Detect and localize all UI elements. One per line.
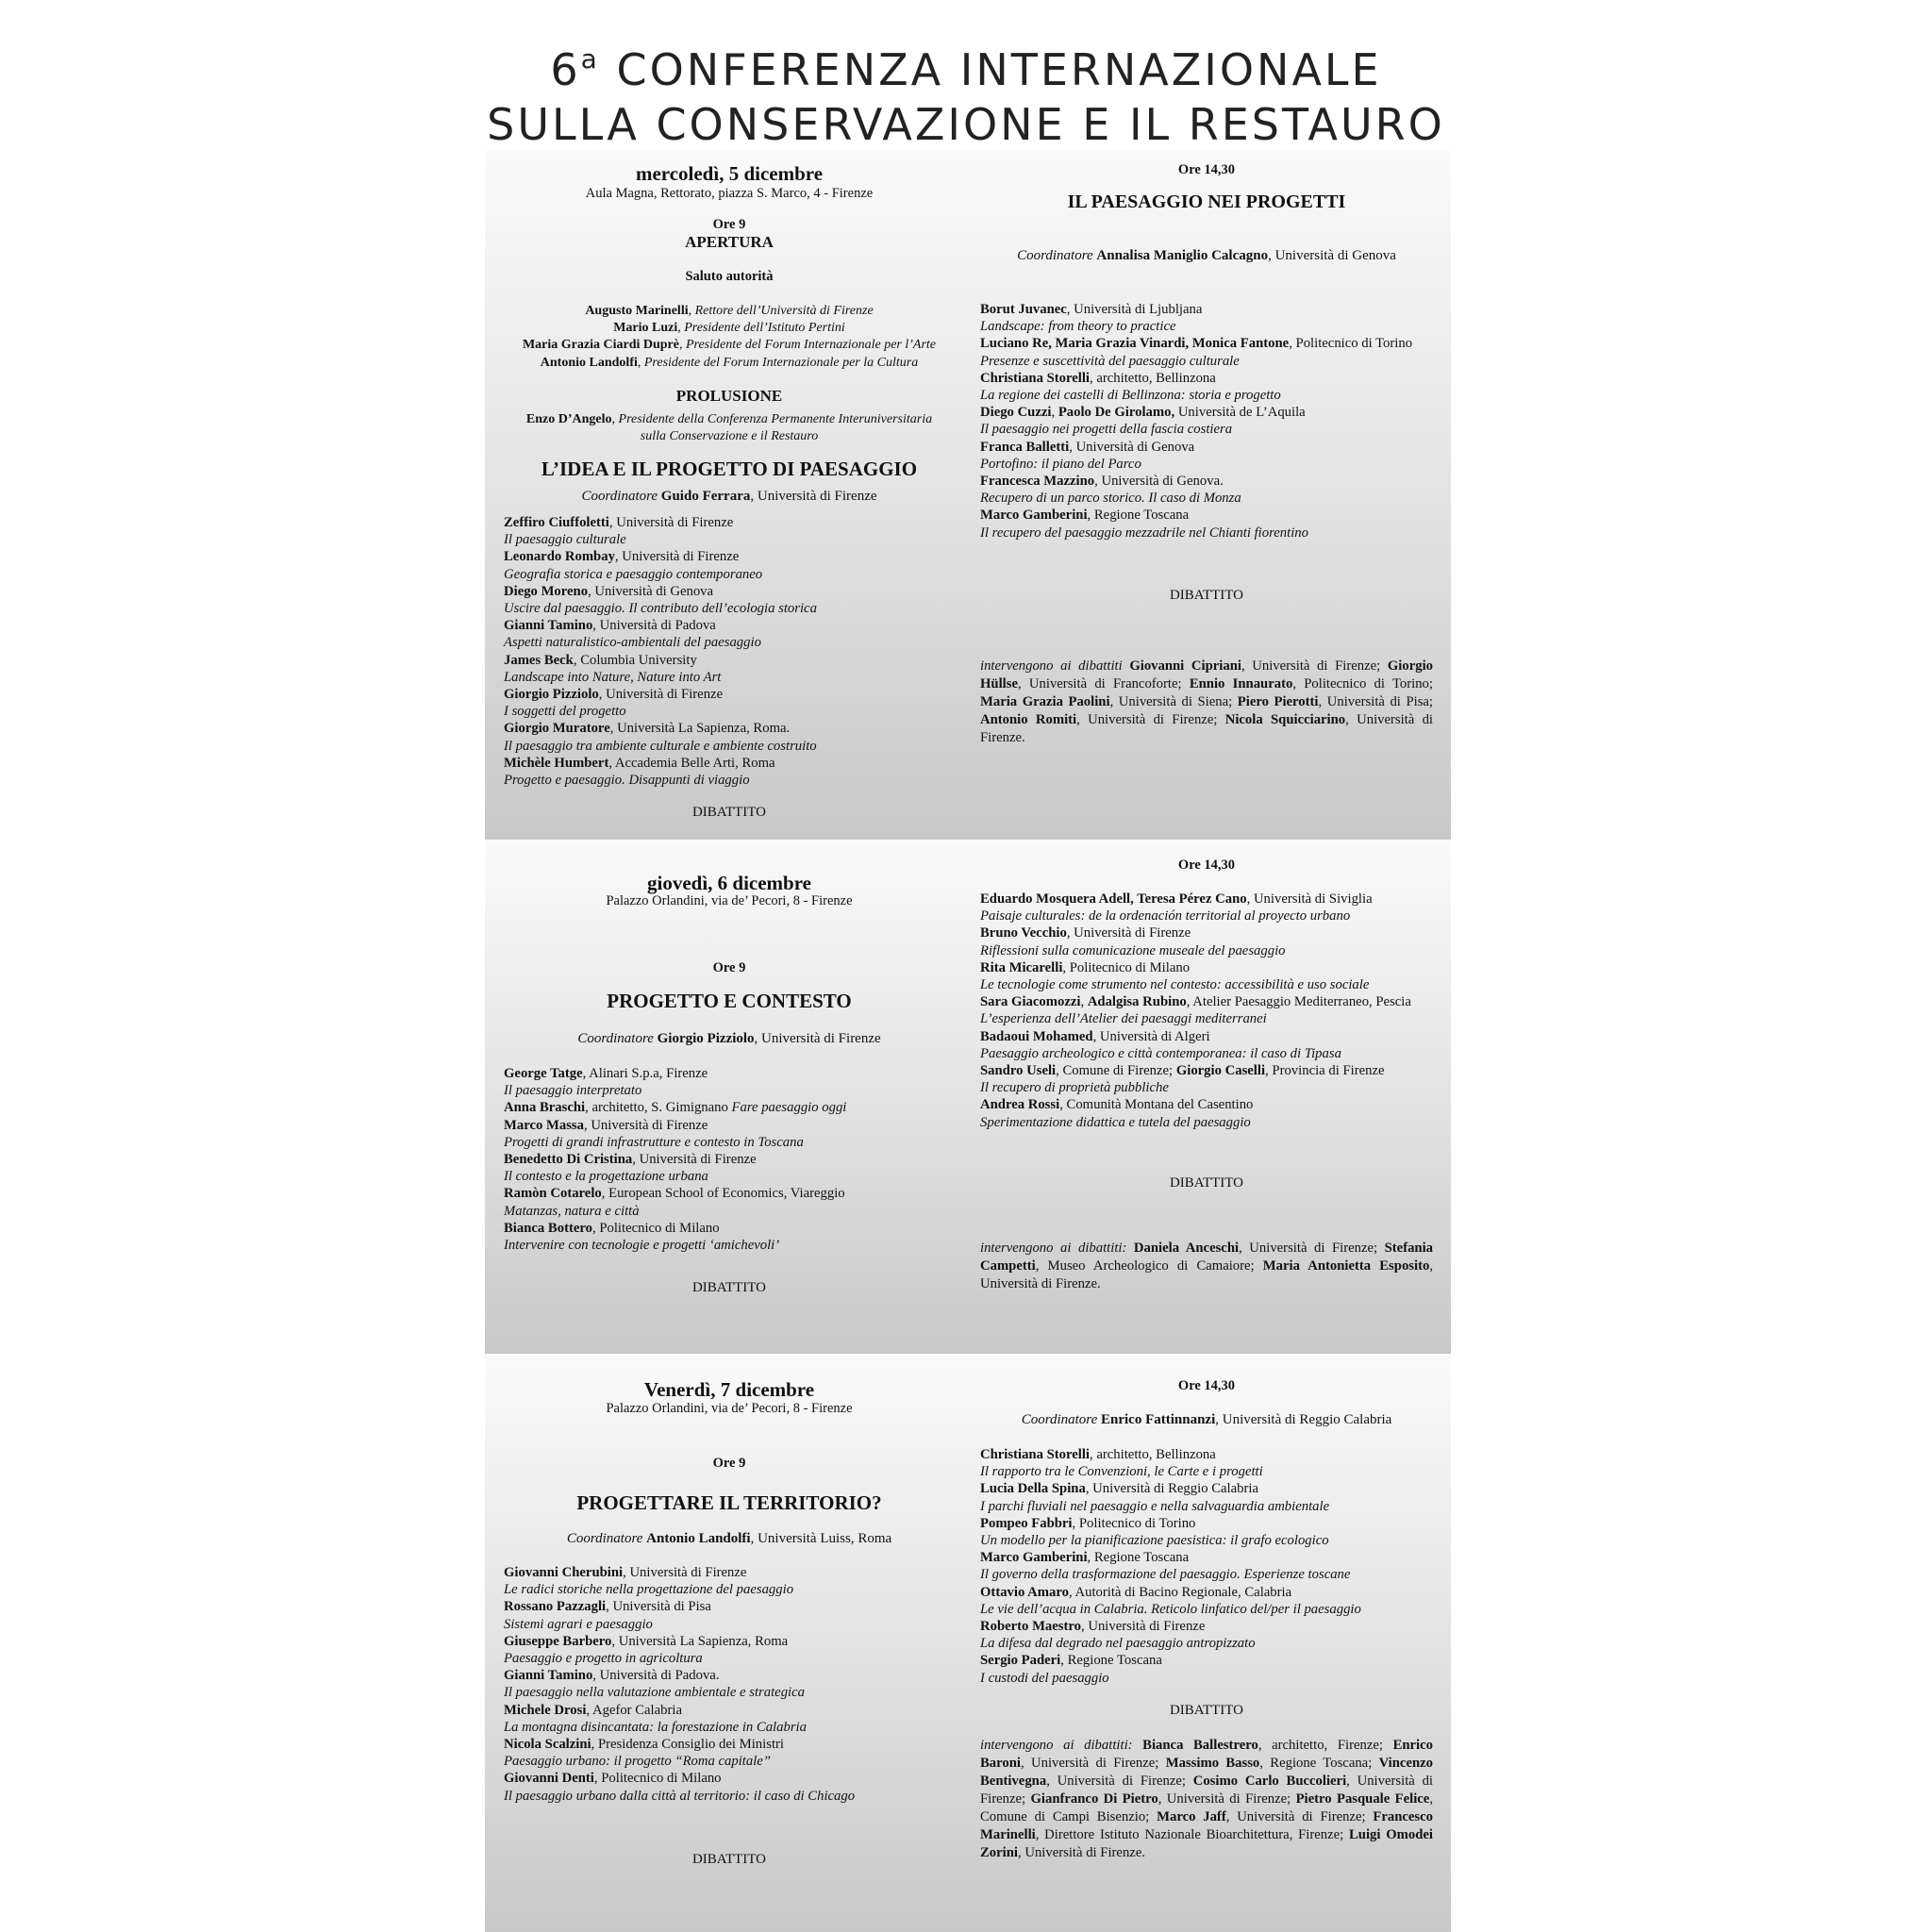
speaker-row [980,439,1433,456]
speaker-affiliation: , Comune di Firenze; [1056,1063,1176,1079]
talk-title: L’esperienza dell’Atelier dei paesaggi mediterranei [980,1011,1267,1027]
day3-band [485,1354,1451,1932]
talk-title: Il paesaggio tra ambiente culturale e ambiente costruito [504,738,817,754]
speaker-row [980,993,1433,1010]
speaker-row [504,720,955,737]
day1-coordinator: Coordinatore Guido Ferrara, Università di Firenze [581,489,877,504]
speaker-row [980,1062,1433,1079]
speaker-affiliation: , Agefor Calabria [586,1702,682,1718]
day1-pm-title: IL PAESAGGIO NEI PROGETTI [1067,192,1346,212]
speaker-row [980,473,1433,490]
day1-band [485,150,1451,840]
speaker-row [980,1515,1433,1532]
debate-participant: Gianfranco Di Pietro [1030,1791,1158,1807]
speaker-affiliation: , Università La Sapienza, Roma. [609,721,791,737]
speaker-affiliation: , Università La Sapienza, Roma [611,1633,789,1649]
speaker-name: Giovanni Cherubini [504,1565,624,1580]
speaker-row [504,1598,955,1615]
speaker-row [980,1028,1433,1045]
talk-title: Il recupero di proprietà pubbliche [980,1080,1169,1096]
debate-participant: Cosimo Carlo Buccolieri [1192,1774,1347,1789]
speaker-name: Giovanni Denti [504,1771,594,1787]
speaker-row [980,1652,1433,1669]
speaker-affiliation: , Politecnico di Torino [1289,336,1413,352]
speaker-row [504,1185,955,1202]
debate-affiliation: , Università di Firenze; [1076,712,1225,727]
speaker-affiliation: , Università di Firenze [1081,1619,1206,1635]
day1-dibattito: DIBATTITO [691,805,767,820]
talk-title: Uscire dal paesaggio. Il contributo dell’ecologia storica [504,601,817,617]
speaker-affiliation: , Università di Padova. [592,1668,720,1684]
authority-row [504,320,955,337]
speaker-affiliation: , [1080,994,1088,1010]
talk-title: Intervenire con tecnologie e progetti ‘amichevoli’ [504,1238,780,1254]
day3-speakers [504,1564,955,1805]
speaker-affiliation: , Presidenza Consiglio dei Ministri [591,1737,784,1753]
speaker-affiliation: , Università di Padova [592,618,716,634]
speaker-name: Michèle Humbert [504,755,609,771]
debate-participant: Giorgio Hüllse [980,658,1433,691]
speaker-affiliation: , Università di Pisa [606,1599,711,1615]
speaker-row [980,1618,1433,1635]
day3-dibattito: DIBATTITO [691,1852,767,1867]
speaker-name: Marco Massa [504,1117,584,1133]
speaker-name: Giuseppe Barbero [504,1633,612,1649]
speaker-name: Diego Cuzzi [980,405,1052,421]
speaker-row [504,617,955,634]
title-line-1: 6$^a$ CONFERENZA INTERNAZIONALE [550,43,1382,95]
authority-role: , Presidente del Forum Internazionale per la Cultura [637,355,919,370]
debate-affiliation: , Università di Firenze; [980,1774,1434,1807]
speaker-row [504,1065,955,1082]
talk-title: Il paesaggio nei progetti della fascia costiera [980,422,1233,438]
speaker-name: Marco Gamberini [980,1550,1088,1566]
debate-affiliation: , Comune di Campi Bisenzio; [980,1791,1434,1824]
debate-intro: intervengono ai dibattiti: [980,1241,1127,1256]
authority-name: Maria Grazia Ciardi Duprè [522,338,679,353]
day1-prolusione-text: Enzo D’Angelo, Presidente della Conferenza Permanente Interuniversitaria sulla Conservazione e il Restauro [525,412,933,444]
debate-affiliation: , Università di Siena; [1109,694,1238,709]
day1-apertura: APERTURA [685,233,774,251]
day1-saluto: Saluto autorità [685,269,774,284]
speaker-affiliation: , Regione Toscana [1060,1653,1162,1669]
speaker-row [980,404,1433,421]
speaker-name: Zeffiro Ciuffoletti [504,515,609,530]
speaker-name: Badaoui Mohamed [980,1028,1093,1044]
day3-coordinator: Coordinatore Antonio Landolfi, Università Luiss, Roma [566,1531,892,1546]
speaker-affiliation: , Università di Genova. [1094,474,1224,490]
speaker-row [980,1096,1433,1113]
speaker-name: Anna Braschi [504,1100,586,1116]
talk-title: Le tecnologie come strumento nel contesto: accessibilità e uso sociale [980,977,1370,993]
speaker-name: Giorgio Pizziolo [504,687,599,703]
talk-title: Un modello per la pianificazione paesistica: il grafo ecologico [980,1533,1329,1549]
debate-participant: Maria Grazia Paolini [980,694,1110,709]
speaker-affiliation: , European School of Economics, Viareggio [601,1186,845,1202]
speaker-name: Leonardo Rombay [504,549,615,565]
day2-debate [980,1240,1433,1293]
day1-speakers [504,514,955,789]
speaker-name: Ramòn Cotarelo [504,1186,602,1202]
debate-affiliation: , Regione Toscana; [1259,1756,1379,1771]
day3-afternoon-time: Ore 14,30 [1177,1378,1236,1393]
debate-participant: Giovanni Cipriani [1129,658,1241,674]
authority-row [504,355,955,372]
day1-session-title: L’IDEA E IL PROGETTO DI PAESAGGIO [541,458,918,480]
debate-participant: Enrico Baroni [980,1738,1433,1771]
speaker-name: Paolo De Girolamo, [1058,405,1175,421]
debate-participant: Antonio Romiti [980,712,1077,727]
speaker-name: Gianni Tamino [504,1668,593,1684]
speaker-affiliation: , Università di Ljubljana [1066,302,1203,317]
day3-morning-time: Ore 9 [712,1456,746,1471]
speaker-affiliation: , Università di Reggio Calabria [1085,1481,1258,1497]
debate-affiliation: , architetto, Firenze; [1257,1738,1393,1753]
speaker-name: Sara Giacomozzi [980,994,1081,1010]
debate-participant: Nicola Squicciarino [1224,712,1346,727]
talk-title: Il paesaggio interpretato [504,1083,642,1099]
debate-affiliation: , Università di Firenze; [1225,1809,1374,1824]
talk-title: Landscape into Nature, Nature into Art [504,669,722,685]
speaker-affiliation: , Accademia Belle Arti, Roma [608,755,775,771]
talk-title: La regione dei castelli di Bellinzona: storia e progetto [980,388,1281,404]
speaker-row [980,301,1433,318]
debate-affiliation: , Università di Francoforte; [1018,676,1190,691]
talk-title: Matanzas, natura e città [504,1203,640,1219]
speaker-name: Christiana Storelli [980,370,1091,386]
debate-affiliation: , Direttore Istituto Nazionale Bioarchitettura, Firenze; [1035,1827,1349,1842]
speaker-affiliation: , Politecnico di Milano [591,1220,720,1236]
speaker-row [504,548,955,565]
talk-title: Presenze e suscettività del paesaggio culturale [980,353,1240,369]
speaker-row [504,1151,955,1168]
debate-participant: Maria Antonietta Esposito [1262,1258,1430,1274]
speaker-name: Ottavio Amaro [980,1584,1069,1600]
speaker-name: Franca Balletti [980,439,1070,455]
debate-affiliation: , Museo Archeologico di Camaiore; [1035,1258,1263,1274]
debate-affiliation: , Università di Firenze; [1241,658,1388,674]
speaker-name: Borut Juvanec [980,302,1067,317]
speaker-affiliation: , Università di Genova [1069,439,1195,455]
debate-participant: Francesco Marinelli [980,1809,1433,1842]
talk-title: Il paesaggio culturale [504,532,626,548]
debate-participant: Luigi Omodei Zorini [980,1827,1433,1860]
speaker-row [504,755,955,772]
talk-title: La montagna disincantata: la forestazione in Calabria [504,1719,807,1735]
speaker-name: Nicola Scalzini [504,1737,591,1753]
speaker-affiliation: , [1051,405,1058,421]
speaker-row [980,924,1433,941]
speaker-affiliation: , Politecnico di Milano [1062,959,1191,975]
speaker-name: Gianni Tamino [504,618,593,634]
debate-participant: Bianca Ballestrero [1142,1738,1258,1753]
day3-debate [980,1737,1433,1862]
speaker-row [980,370,1433,387]
debate-participant: Pietro Pasquale Felice [1295,1791,1430,1807]
talk-title: Paesaggio e progetto in agricoltura [504,1651,703,1667]
talk-title: Le radici storiche nella progettazione del paesaggio [504,1582,794,1598]
debate-participant: Daniela Anceschi [1133,1241,1240,1256]
speaker-affiliation: , Politecnico di Torino [1072,1515,1196,1531]
day3-pm-dibattito: DIBATTITO [1169,1703,1244,1718]
talk-title: Il contesto e la progettazione urbana [504,1169,708,1185]
day2-afternoon-time: Ore 14,30 [1177,858,1236,873]
debate-participant: Piero Pierotti [1237,694,1319,709]
speaker-row [504,1770,955,1787]
day1-prolusione: PROLUSIONE [675,387,783,405]
talk-title: Il recupero del paesaggio mezzadrile nel Chianti fiorentino [980,525,1308,541]
speaker-name: Marco Gamberini [980,508,1088,524]
day2-speakers [504,1065,955,1254]
debate-affiliation: , Università di Firenze; [1021,1756,1166,1771]
speaker-affiliation: , architetto, Bellinzona [1090,370,1216,386]
speaker-affiliation: , Comunità Montana del Casentino [1059,1097,1254,1113]
day2-dibattito: DIBATTITO [691,1280,767,1295]
speaker-row [980,1446,1433,1463]
speaker-name: Giorgio Caselli [1175,1063,1266,1079]
talk-title: Il governo della trasformazione del paesaggio. Esperienze toscane [980,1567,1351,1583]
debate-affiliation: , Università di Firenze. [1018,1845,1146,1860]
day2-pm-speakers [980,891,1433,1131]
day1-venue: Aula Magna, Rettorato, piazza S. Marco, 4 - Firenze [585,186,874,201]
speaker-name: Bianca Bottero [504,1220,592,1236]
conference-title [0,32,1932,152]
speaker-row [504,1564,955,1581]
speaker-affiliation: , Università di Firenze [614,549,740,565]
speaker-name: Sergio Paderi [980,1653,1061,1669]
speaker-affiliation: , Università di Genova [588,583,714,599]
speaker-name: Sandro Useli [980,1063,1057,1079]
day1-authorities [504,303,955,372]
speaker-affiliation: , Provincia di Firenze [1265,1063,1385,1079]
speaker-row [980,1584,1433,1601]
debate-affiliation: , Università di Firenze. [980,1258,1433,1291]
speaker-affiliation: , Alinari S.p.a, Firenze [582,1066,708,1081]
talk-title: Recupero di un parco storico. Il caso di Monza [980,491,1241,507]
day2-session-title: PROGETTO E CONTESTO [607,990,852,1012]
speaker-name: Andrea Rossi [980,1097,1060,1113]
speaker-name: Bruno Vecchio [980,925,1067,941]
talk-title: Il rapporto tra le Convenzioni, le Carte e i progetti [980,1464,1263,1480]
speaker-affiliation: , architetto, Bellinzona [1090,1447,1216,1462]
day2-morning-time: Ore 9 [712,960,746,975]
speaker-row [504,1099,955,1116]
debate-affiliation: , Università di Firenze. [980,712,1434,745]
day1-date: mercoledì, 5 dicembre [635,162,824,185]
debate-participant: Marco Jaff [1157,1809,1226,1824]
talk-title: La difesa dal degrado nel paesaggio antropizzato [980,1636,1256,1652]
speaker-row [980,1480,1433,1497]
talk-title: Geografia storica e paesaggio contemporaneo [504,566,763,582]
authority-name: Antonio Landolfi [540,355,638,370]
talk-title: I soggetti del progetto [504,704,626,720]
day2-pm-dibattito: DIBATTITO [1169,1175,1244,1191]
speaker-name: Rita Micarelli [980,959,1063,975]
talk-title: Riflessioni sulla comunicazione museale del paesaggio [980,942,1286,958]
day1-pm-coordinator: Coordinatore Annalisa Maniglio Calcagno, Università di Genova [1017,248,1396,263]
talk-title: Progetti di grandi infrastrutture e contesto in Toscana [504,1134,804,1150]
debate-affiliation: , Università di Firenze; [1046,1774,1193,1789]
speaker-row [980,959,1433,976]
speaker-row [980,507,1433,524]
talk-title: Il paesaggio urbano dalla città al territorio: il caso di Chicago [504,1788,856,1804]
speaker-name: Eduardo Mosquera Adell, Teresa Pérez Cano [980,891,1247,907]
day2-venue: Palazzo Orlandini, via de’ Pecori, 8 - Firenze [606,893,853,908]
debate-intro: intervengono ai dibattiti [980,658,1123,674]
day1-morning-time: Ore 9 [712,217,746,232]
day3-pm-speakers [980,1446,1433,1687]
authority-name: Mario Luzi [613,321,678,336]
speaker-name: Michele Drosi [504,1702,587,1718]
authority-role: , Rettore dell’Università di Firenze [688,304,874,318]
speaker-affiliation: , architetto, S. Gimignano [585,1100,732,1116]
speaker-name: Giorgio Muratore [504,721,610,737]
speaker-affiliation: , Università di Firenze [632,1152,757,1168]
authority-role: , Presidente del Forum Internazionale per l’Arte [678,338,937,353]
speaker-row [980,891,1433,908]
speaker-affiliation: Università de L’Aquila [1174,405,1306,421]
day3-session-title: PROGETTARE IL TERRITORIO? [576,1491,882,1514]
debate-participant: Ennio Innaurato [1189,676,1293,691]
debate-intro: intervengono ai dibattiti: [980,1738,1133,1753]
day2-date: giovedì, 6 dicembre [646,872,811,894]
speaker-row [504,1667,955,1684]
day1-pm-speakers [980,301,1433,541]
speaker-name: Rossano Pazzagli [504,1599,607,1615]
talk-title: Paesaggio archeologico e città contemporanea: il caso di Tipasa [980,1045,1341,1061]
speaker-row [504,1633,955,1650]
speaker-name: Lucia Della Spina [980,1481,1086,1497]
speaker-name: James Beck [504,652,574,668]
speaker-row [504,583,955,600]
authority-role: , Presidente dell’Istituto Pertini [677,321,845,336]
day3-pm-coordinator: Coordinatore Enrico Fattinnanzi, Università di Reggio Calabria [1021,1412,1392,1427]
debate-affiliation: , Università di Pisa; [1318,694,1434,709]
talk-title: Il paesaggio nella valutazione ambientale e strategica [504,1685,805,1701]
title-line-2: SULLA CONSERVAZIONE E IL RESTAURO [487,99,1445,150]
day3-date: Venerdì, 7 dicembre [643,1378,815,1401]
speaker-row [980,335,1433,352]
authority-row [504,303,955,320]
talk-title: Landscape: from theory to practice [980,319,1176,335]
debate-participant: Massimo Basso [1165,1756,1260,1771]
speaker-affiliation: , Università di Firenze [1066,925,1191,941]
talk-title: Paisaje culturales: de la ordenación territorial al proyecto urbano [980,908,1351,924]
debate-participant: Vincenzo Bentivegna [980,1756,1434,1789]
speaker-affiliation: , Columbia University [573,652,697,668]
speaker-affiliation: , Università di Firenze [608,515,734,530]
day3-venue: Palazzo Orlandini, via de’ Pecori, 8 - Firenze [606,1401,853,1416]
speaker-name: Diego Moreno [504,583,589,599]
speaker-name: Pompeo Fabbri [980,1515,1073,1531]
speaker-row [504,1220,955,1237]
speaker-affiliation: , Università di Algeri [1092,1028,1210,1044]
speaker-affiliation: , Politecnico di Milano [593,1771,722,1787]
authority-name: Augusto Marinelli [585,304,689,318]
talk-title: I custodi del paesaggio [980,1670,1109,1686]
day1-debate [980,658,1433,747]
speaker-name: Christiana Storelli [980,1447,1091,1462]
talk-title: Paesaggio urbano: il progetto “Roma capitale” [504,1754,771,1770]
day1-pm-dibattito: DIBATTITO [1169,588,1244,603]
debate-affiliation: , Politecnico di Torino; [1292,676,1433,691]
speaker-name: Benedetto Di Cristina [504,1152,633,1168]
speaker-name: Luciano Re, Maria Grazia Vinardi, Monica Fantone [980,336,1290,352]
speaker-row [504,514,955,531]
speaker-affiliation: , Regione Toscana [1087,1550,1190,1566]
speaker-affiliation: , Università di Firenze [598,687,724,703]
speaker-name: Adalgisa Rubino [1087,994,1187,1010]
talk-title: Progetto e paesaggio. Disappunti di viaggio [504,773,750,789]
speaker-row [980,1549,1433,1566]
speaker-row [504,686,955,703]
talk-title: Portofino: il piano del Parco [980,456,1141,472]
day2-coordinator: Coordinatore Giorgio Pizziolo, Università di Firenze [577,1031,881,1046]
speaker-row [504,652,955,669]
speaker-affiliation: , Università di Firenze [623,1565,747,1580]
talk-title: Fare paesaggio oggi [731,1100,847,1116]
speaker-affiliation: , Atelier Paesaggio Mediterraneo, Pescia [1186,994,1411,1010]
day2-band [485,840,1451,1354]
talk-title: Aspetti naturalistico-ambientali del paesaggio [504,635,761,651]
talk-title: Sperimentazione didattica e tutela del paesaggio [980,1114,1251,1130]
speaker-affiliation: , Università di Firenze [583,1117,708,1133]
debate-participant: Stefania Campetti [980,1241,1434,1274]
speaker-affiliation: , Regione Toscana [1087,508,1190,524]
day1-afternoon-time: Ore 14,30 [1177,162,1236,177]
speaker-name: Roberto Maestro [980,1619,1081,1635]
speaker-affiliation: , Autorità di Bacino Regionale, Calabria [1068,1584,1292,1600]
speaker-name: Francesca Mazzino [980,474,1095,490]
speaker-name: George Tatge [504,1066,583,1081]
talk-title: Le vie dell’acqua in Calabria. Reticolo linfatico del/per il paesaggio [980,1601,1361,1617]
authority-row [504,337,955,354]
speaker-affiliation: , Università di Siviglia [1246,891,1373,907]
speaker-row [504,1736,955,1753]
talk-title: Sistemi agrari e paesaggio [504,1616,653,1632]
debate-affiliation: , Università di Firenze; [1239,1241,1385,1256]
debate-affiliation: , Università di Firenze; [1158,1791,1296,1807]
talk-title: I parchi fluviali nel paesaggio e nella salvaguardia ambientale [980,1498,1330,1514]
speaker-row [504,1117,955,1134]
speaker-row [504,1702,955,1719]
